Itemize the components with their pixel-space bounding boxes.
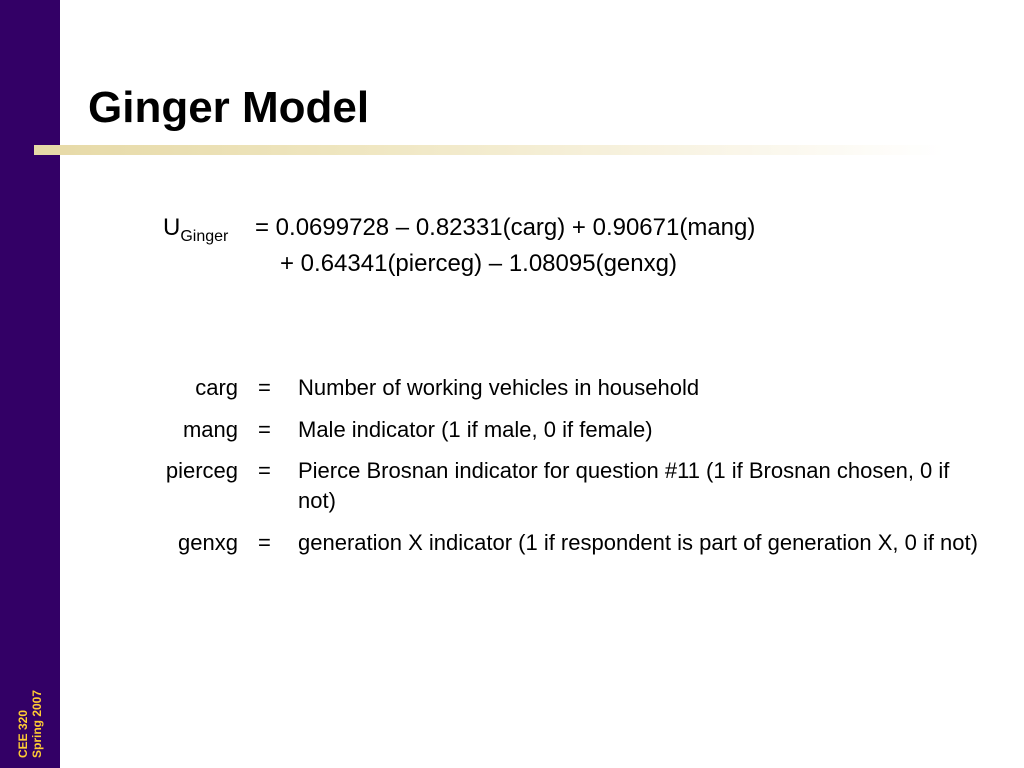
definition-description: Male indicator (1 if male, 0 if female) xyxy=(298,417,653,442)
definition-variable: mang xyxy=(182,417,238,442)
definition-description: Number of working vehicles in household xyxy=(298,375,700,400)
definition-variable: genxg xyxy=(178,530,238,555)
equation-line-1: = 0.0699728 – 0.82331(carg) + 0.90671(mang) xyxy=(255,214,756,241)
definition-equals: = xyxy=(258,375,271,400)
definition-description: generation X indicator (1 if respondent is part of generation X, 0 if not) xyxy=(298,530,978,555)
definition-equals: = xyxy=(258,417,271,442)
slide-title: Ginger Model xyxy=(88,83,370,132)
definition-equals: = xyxy=(258,530,271,555)
definition-equals: = xyxy=(258,458,271,483)
equation-line-2: + 0.64341(pierceg) – 1.08095(genxg) xyxy=(280,250,677,277)
definition-variable: pierceg xyxy=(165,458,238,483)
course-label: CEE 320 xyxy=(16,709,30,758)
utility-subscript: Ginger xyxy=(180,228,229,245)
term-label: Spring 2007 xyxy=(30,689,44,758)
definition-variable: carg xyxy=(195,375,238,400)
definition-description: Pierce Brosnan indicator for question #11 (1 if Brosnan chosen, 0 if not) xyxy=(298,458,950,513)
utility-symbol: U xyxy=(163,214,181,241)
